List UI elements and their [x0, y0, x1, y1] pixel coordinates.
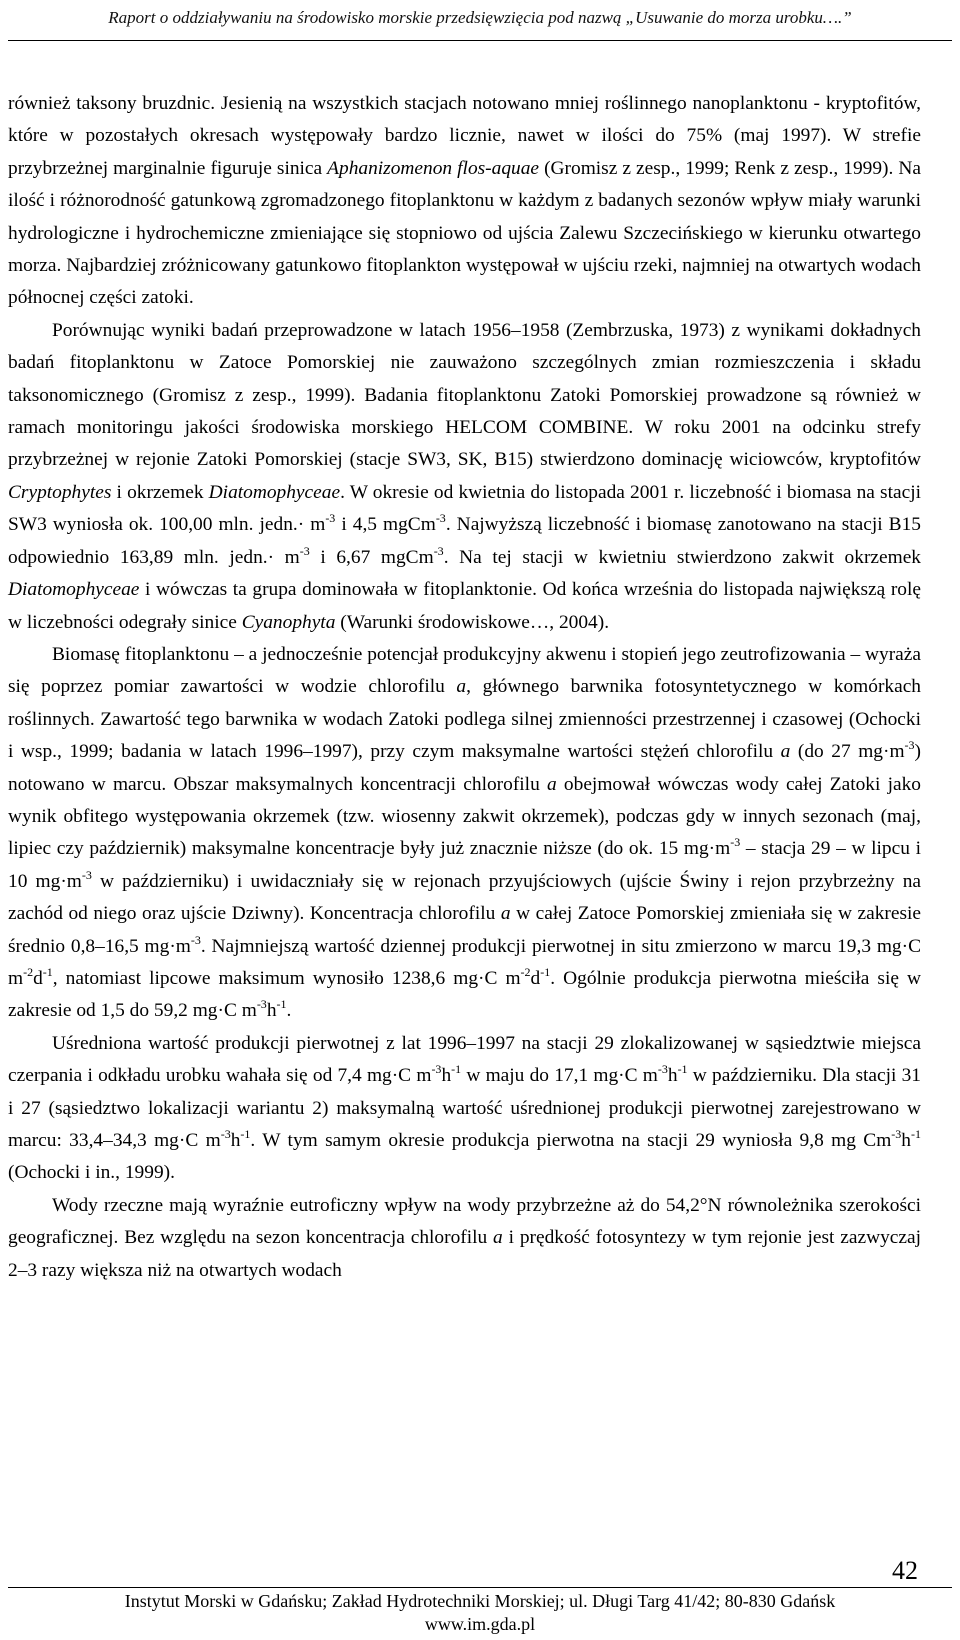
body-text: [8, 88, 921, 1287]
header-rule: [8, 40, 952, 41]
footer-rule: [8, 1587, 952, 1588]
page-number: 42: [892, 1556, 918, 1585]
running-header: Raport o oddziaływaniu na środowisko morskie przedsięwzięcia pod nazwą „Usuwanie do morza urobku….”: [108, 8, 852, 27]
footer-institution: Instytut Morski w Gdańsku; Zakład Hydrotechniki Morskiej; ul. Długi Targ 41/42; 80-830 Gdańsk: [124, 1591, 836, 1611]
running-footer: [0, 1590, 960, 1636]
paragraph-4: Uśredniona wartość produkcji pierwotnej z lat 1996–1997 na stacji 29 zlokalizowanej w sąsiedztwie miejsca czerpania i odkładu urobku wahała się od 7,4 mg·C $m^{-3}h^{-1}$ w maju do 17,1 mg·C $m^{-3}h^{-1}$ w październiku. Dla stacji 31 i 27 (sąsiedztwo lokalizacji wariantu 2) maksymalną wartość uśrednionej produkcji pierwotnej zarejestrowano w marcu: 33,4–34,3 mg·C $m^{-3}h^{-1}$. W tym samym okresie produkcja pierwotna na stacji 29 wyniosła 9,8 mg $Cm^{-3}h^{-1}$ (Ochocki i in., 1999).: [8, 1032, 921, 1184]
footer-website: www.im.gda.pl: [424, 1614, 536, 1634]
paragraph-3: Biomasę fitoplanktonu – a jednocześnie potencjał produkcyjny akwenu i stopień jego zeutrofizowania – wyraża się poprzez pomiar zawartości w wodzie chlorofilu a, głównego barwnika fotosyntetycznego w komórkach roślinnych. Zawartość tego barwnika w wodach Zatoki podlega silnej zmienności przestrzennej i czasowej (Ochocki i wsp., 1999; badania w latach 1996–1997), przy czym maksymalne wartości stężeń chlorofilu a (do 27 $mg\cdot m^{-3}$) notowano w marcu. Obszar maksymalnych koncentracji chlorofilu a obejmował wówczas wody całej Zatoki jako wynik obfitego występowania okrzemek (tzw. wiosenny zakwit okrzemek), podczas gdy w innych sezonach (maj, lipiec czy październik) maksymalne koncentracje były już znacznie niższe (do ok. 15 $mg\cdot m^{-3}$ – stacja 29 – w lipcu i 10 $mg\cdot m^{-3}$ w październiku) i uwidaczniały się w rejonach przyujściowych (ujście Świny i rejon przybrzeżny na zachód od niego oraz ujście Dziwny). Koncentracja chlorofilu a w całej Zatoce Pomorskiej zmieniała się w zakresie średnio 0,8–16,5 $mg\cdot m^{-3}$. Najmniejszą wartość dziennej produkcji pierwotnej in situ zmierzono w marcu 19,3 mg·C $m^{-2}d^{-1}$, natomiast lipcowe maksimum wynosiło 1238,6 mg·C $m^{-2}d^{-1}$. Ogólnie produkcja pierwotna mieściła się w zakresie od 1,5 do 59,2 mg·C $m^{-3}h^{-1}$.: [8, 643, 922, 1022]
paragraph-2: Porównując wyniki badań przeprowadzone w latach 1956–1958 (Zembrzuska, 1973) z wynikami dokładnych badań fitoplanktonu w Zatoce Pomorskiej nie zauważono szczególnych zmian rozmieszczenia i składu taksonomicznego (Gromisz z zesp., 1999). Badania fitoplanktonu Zatoki Pomorskiej prowadzone są również w ramach monitoringu jakości środowiska morskiego HELCOM COMBINE. W roku 2001 na odcinku strefy przybrzeżnej w rejonie Zatoki Pomorskiej (stacje SW3, SK, B15) stwierdzono dominację wiciowców, kryptofitów Cryptophytes i okrzemek Diatomophyceae. W okresie od kwietnia do listopada 2001 r. liczebność i biomasa na stacji SW3 wyniosła ok. 100,00 mln. jedn.· $m^{-3}$ i 4,5 mgCm$^{-3}$. Najwyższą liczebność i biomasę zanotowano na stacji B15 odpowiednio 163,89 mln. jedn.· $m^{-3}$ i 6,67 mgCm$^{-3}$. Na tej stacji w kwietniu stwierdzono zakwit okrzemek Diatomophyceae i wówczas ta grupa dominowała w fitoplanktonie. Od końca września do listopada największą rolę w liczebności odegrały sinice Cyanophyta (Warunki środowiskowe…, 2004).: [8, 319, 922, 633]
paragraph-5: Wody rzeczne mają wyraźnie eutroficzny wpływ na wody przybrzeżne aż do 54,2°N równoleżnika szerokości geograficznej. Bez względu na sezon koncentracja chlorofilu a i prędkość fotosyntezy w tym rejonie jest zazwyczaj 2–3 razy większa niż na otwartych wodach: [8, 1194, 921, 1281]
paragraph-1: również taksony bruzdnic. Jesienią na wszystkich stacjach notowano mniej roślinnego nanoplanktonu - kryptofitów, które w pozostałych okresach występowały bardzo licznie, nawet w ilości do 75% (maj 1997). W strefie przybrzeżnej marginalnie figuruje sinica Aphanizomenon flos-aquae (Gromisz z zesp., 1999; Renk z zesp., 1999). Na ilość i różnorodność gatunkową zgromadzonego fitoplanktonu w każdym z badanych sezonów wpływ miały warunki hydrologiczne i hydrochemiczne zmieniające się stopniowo od ujścia Zalewu Szczecińskiego w kierunku otwartego morza. Najbardziej zróżnicowany gatunkowo fitoplankton występował w ujściu rzeki, najmniej na otwartych wodach północnej części zatoki.: [8, 93, 921, 309]
